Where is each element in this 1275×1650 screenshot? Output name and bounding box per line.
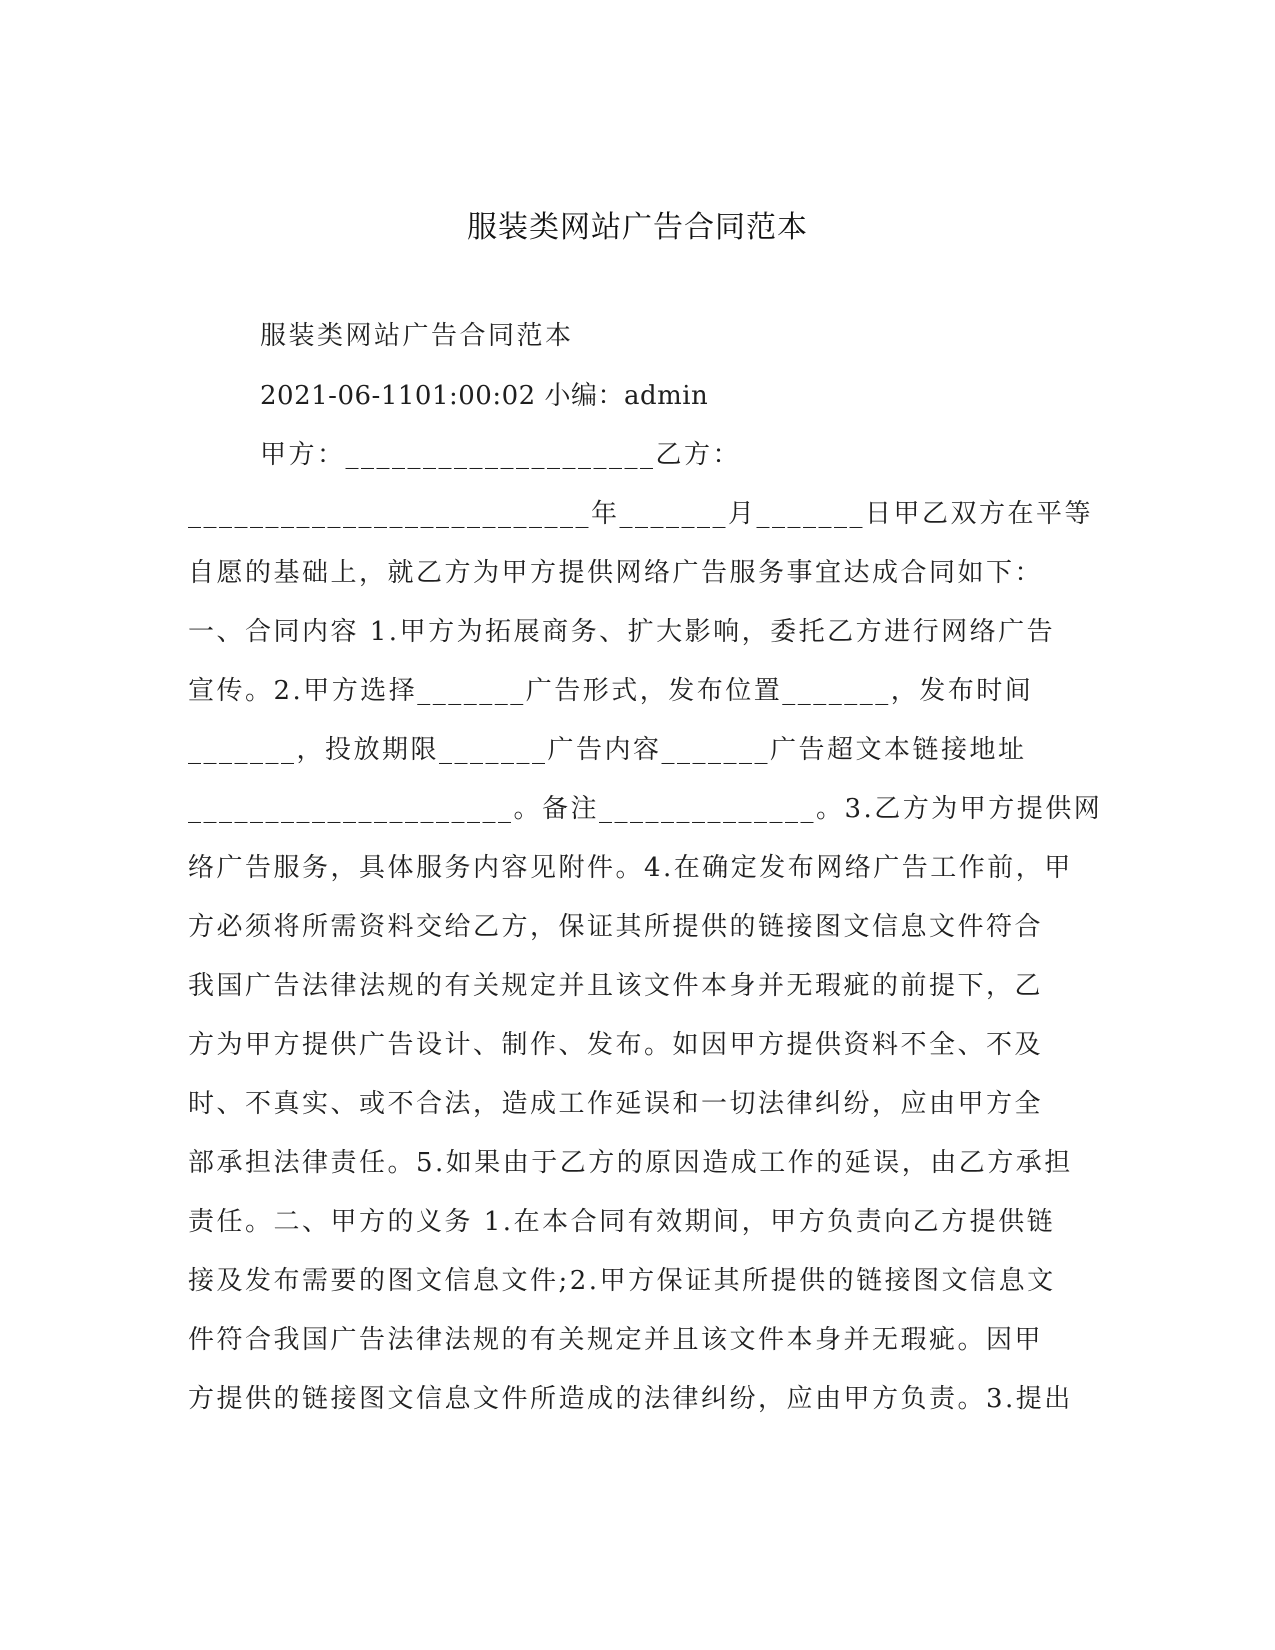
body-line: _______，投放期限_______广告内容_______广告超文本链接地址	[188, 735, 1027, 765]
body-line: 方为甲方提供广告设计、制作、发布。如因甲方提供资料不全、不及	[188, 1030, 1044, 1060]
body-line: 件符合我国广告法律法规的有关规定并且该文件本身并无瑕疵。因甲	[188, 1325, 1044, 1355]
meta-line: 2021-06-1101:00:02 小编：admin	[260, 381, 709, 411]
body-line: 自愿的基础上，就乙方为甲方提供网络广告服务事宜达成合同如下：	[188, 558, 1044, 588]
body-line: 时、不真实、或不合法，造成工作延误和一切法律纠纷，应由甲方全	[188, 1089, 1044, 1119]
parties-line: 甲方：____________________乙方：	[260, 440, 742, 470]
subtitle-line: 服装类网站广告合同范本	[260, 321, 574, 351]
page-title: 服装类网站广告合同范本	[467, 210, 808, 245]
body-line: 接及发布需要的图文信息文件;2.甲方保证其所提供的链接图文信息文	[188, 1266, 1056, 1296]
body-line: 责任。二、甲方的义务 1.在本合同有效期间，甲方负责向乙方提供链	[188, 1207, 1056, 1237]
body-line: 络广告服务，具体服务内容见附件。4.在确定发布网络广告工作前，甲	[188, 853, 1073, 883]
body-line: __________________________年_______月_______日甲乙双方在平等	[188, 499, 1094, 529]
body-line: 方必须将所需资料交给乙方，保证其所提供的链接图文信息文件符合	[188, 912, 1044, 942]
body-line: 方提供的链接图文信息文件所造成的法律纠纷，应由甲方负责。3.提出	[188, 1384, 1073, 1414]
body-line: 部承担法律责任。5.如果由于乙方的原因造成工作的延误，由乙方承担	[188, 1148, 1073, 1178]
body-line: 我国广告法律法规的有关规定并且该文件本身并无瑕疵的前提下，乙	[188, 971, 1044, 1001]
body-line: _____________________。备注______________。3.乙方为甲方提供网	[188, 794, 1103, 824]
body-line: 宣传。2.甲方选择_______广告形式，发布位置_______，发布时间	[188, 676, 1034, 706]
body-line: 一、合同内容 1.甲方为拓展商务、扩大影响，委托乙方进行网络广告	[188, 617, 1056, 647]
